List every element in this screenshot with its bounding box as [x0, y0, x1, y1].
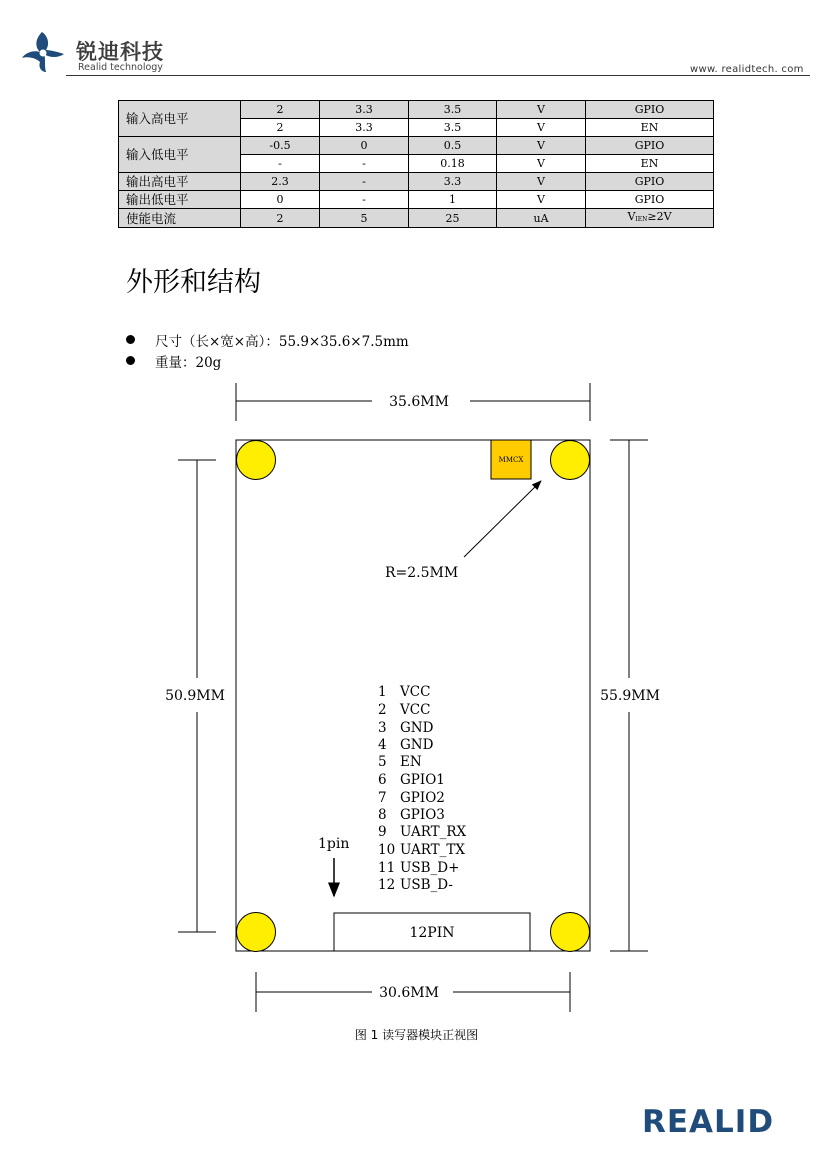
min-cell: -0.5 [241, 137, 320, 155]
note-main: V [627, 210, 636, 223]
min-cell: 0 [241, 191, 320, 209]
unit-cell: V [497, 173, 586, 191]
pin1-label: 1pin [318, 836, 350, 852]
bullet-size: 尺寸（长×宽×高）：55.9×35.6×7.5mm [155, 334, 409, 350]
min-cell: 2 [241, 119, 320, 137]
unit-cell: V [497, 119, 586, 137]
min-cell: - [241, 155, 320, 173]
company-name-cn: 锐迪科技 [76, 40, 164, 64]
mounting-hole-top-left [237, 441, 276, 480]
pin-number: 5 [378, 754, 387, 770]
typ-cell: - [320, 173, 409, 191]
pin-name: UART_TX [400, 842, 466, 858]
pin-name: UART_RX [400, 824, 467, 840]
typ-cell: - [320, 155, 409, 173]
pin-name: GPIO2 [400, 790, 445, 806]
figure-caption: 图 1 读写器模块正视图 [354, 1028, 479, 1042]
width-dimension-label: 35.6MM [389, 394, 449, 410]
bullet-weight: 重量：20g [155, 355, 222, 371]
pin-number: 12 [378, 877, 396, 893]
note-cell: GPIO [586, 137, 714, 155]
param-cell: 使能电流 [119, 209, 241, 228]
pin-name: VCC [400, 684, 431, 700]
typ-cell: 3.3 [320, 101, 409, 119]
mounting-hole-top-right [551, 441, 590, 480]
mounting-hole-bottom-right [551, 913, 590, 952]
max-cell: 3.5 [409, 101, 497, 119]
right-height-label: 55.9MM [600, 688, 660, 704]
left-height-label: 50.9MM [165, 688, 225, 704]
bottom-width-label: 30.6MM [379, 985, 439, 1001]
pin-name: GPIO3 [400, 807, 445, 823]
typ-cell: 3.3 [320, 119, 409, 137]
typ-cell: - [320, 191, 409, 209]
max-cell: 0.5 [409, 137, 497, 155]
pin-name: USB_D+ [400, 860, 460, 876]
mounting-hole-bottom-left [237, 913, 276, 952]
note-cell: GPIO [586, 173, 714, 191]
pin-number: 11 [378, 860, 396, 876]
pin-name: GPIO1 [400, 772, 445, 788]
pin-header-label: 12PIN [409, 925, 455, 941]
param-cell: 输出低电平 [119, 191, 241, 209]
min-cell: 2 [241, 101, 320, 119]
pin-number: 3 [378, 720, 387, 736]
pin-number: 7 [378, 790, 387, 806]
max-cell: 1 [409, 191, 497, 209]
max-cell: 25 [409, 209, 497, 228]
pin-number: 8 [378, 807, 387, 823]
footer-logo: REALID [642, 1104, 775, 1140]
note-cell: GPIO [586, 191, 714, 209]
unit-cell: V [497, 101, 586, 119]
note-tail: ≥2V [647, 210, 672, 223]
param-cell: 输入低电平 [119, 137, 241, 173]
website-url: www. realidtech. com [690, 64, 804, 75]
mmcx-label: MMCX [498, 456, 524, 464]
pin-number: 2 [378, 702, 387, 718]
company-name-en: Realid technology [78, 62, 163, 73]
pin-number: 4 [378, 737, 387, 753]
radius-label: R=2.5MM [385, 565, 459, 581]
typ-cell: 0 [320, 137, 409, 155]
max-cell: 3.5 [409, 119, 497, 137]
pin-number: 1 [378, 684, 387, 700]
param-cell: 输入高电平 [119, 101, 241, 137]
pin-name: EN [400, 754, 422, 770]
section-title: 外形和结构 [126, 267, 261, 298]
typ-cell: 5 [320, 209, 409, 228]
max-cell: 3.3 [409, 173, 497, 191]
param-cell: 输出高电平 [119, 173, 241, 191]
note-cell: EN [586, 119, 714, 137]
pin-name: GND [400, 720, 434, 736]
unit-cell: V [497, 137, 586, 155]
pin-name: USB_D- [400, 877, 453, 893]
note-cell: EN [586, 155, 714, 173]
max-cell: 0.18 [409, 155, 497, 173]
unit-cell: V [497, 155, 586, 173]
min-cell: 2 [241, 209, 320, 228]
note-subscript: IEN [635, 216, 648, 223]
pin-number: 10 [378, 842, 396, 858]
pin-name: VCC [400, 702, 431, 718]
pin-number: 9 [378, 824, 387, 840]
radius-pointer-arrow [464, 481, 541, 557]
unit-cell: uA [497, 209, 586, 228]
pin-list [378, 684, 467, 893]
pin-number: 6 [378, 772, 387, 788]
unit-cell: V [497, 191, 586, 209]
min-cell: 2.3 [241, 173, 320, 191]
note-cell: GPIO [586, 101, 714, 119]
pin-name: GND [400, 737, 434, 753]
